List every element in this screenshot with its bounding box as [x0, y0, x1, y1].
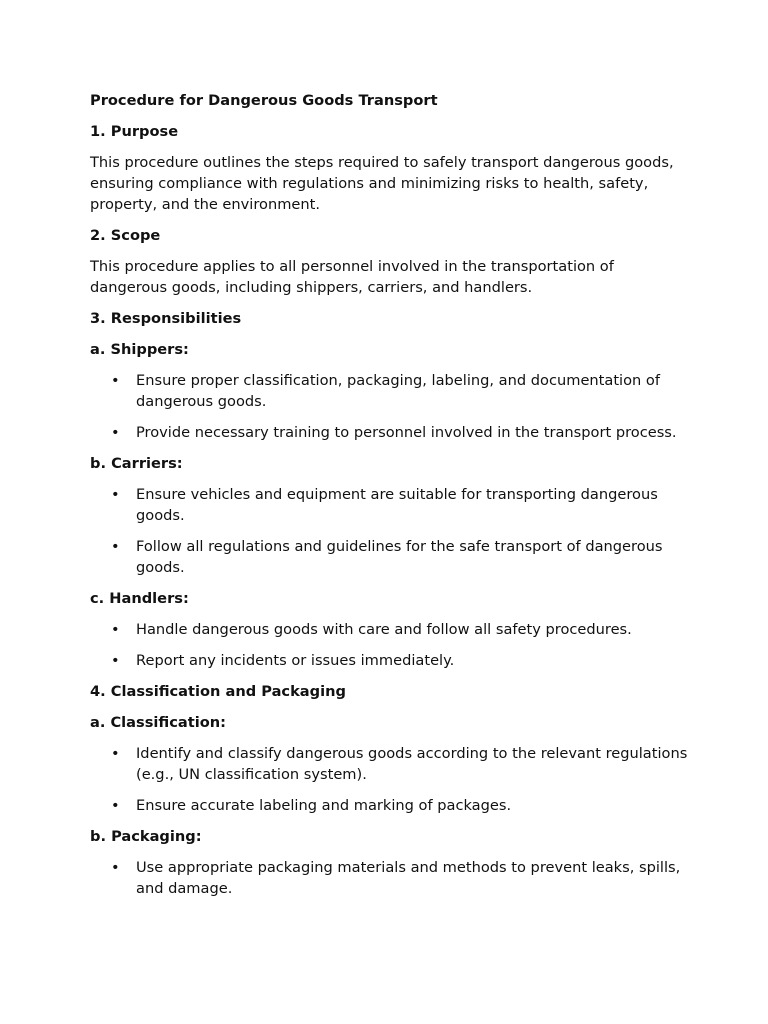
list-item: [111, 536, 690, 578]
document-page: [90, 90, 690, 909]
subsection-heading-shippers: a. Shippers:: [90, 341, 189, 358]
bullet-icon: •: [111, 797, 120, 814]
list-item-text: Ensure proper classification, packaging, labeling, and documentation of dangerous goods.: [136, 372, 660, 410]
bullet-icon: •: [111, 652, 120, 669]
list-packaging: [90, 857, 690, 899]
section-text-purpose: This procedure outlines the steps required to safely transport dangerous goods, ensuring compliance with regulations and minimizing risks to health, safety, property, and the environment.: [90, 154, 674, 213]
bullet-icon: •: [111, 538, 120, 555]
bullet-icon: •: [111, 859, 120, 876]
subsection-heading-classification: a. Classification:: [90, 714, 226, 731]
list-shippers: [90, 370, 690, 443]
list-item: [111, 857, 690, 899]
list-item-text: Provide necessary training to personnel involved in the transport process.: [136, 424, 677, 441]
bullet-icon: •: [111, 486, 120, 503]
section-text-scope: This procedure applies to all personnel involved in the transportation of dangerous goods, including shippers, carriers, and handlers.: [90, 258, 614, 296]
list-item-text: Handle dangerous goods with care and follow all safety procedures.: [136, 621, 632, 638]
list-item-text: Report any incidents or issues immediately.: [136, 652, 455, 669]
section-heading-classification-packaging: 4. Classification and Packaging: [90, 683, 346, 700]
list-handlers: [90, 619, 690, 671]
bullet-icon: •: [111, 621, 120, 638]
list-item: [111, 795, 690, 816]
document-title: Procedure for Dangerous Goods Transport: [90, 92, 438, 109]
list-item: [111, 743, 690, 785]
list-item: [111, 484, 690, 526]
list-classification: [90, 743, 690, 816]
list-item-text: Use appropriate packaging materials and methods to prevent leaks, spills, and damage.: [136, 859, 681, 897]
list-item: [111, 422, 690, 443]
list-item-text: Ensure vehicles and equipment are suitable for transporting dangerous goods.: [136, 486, 658, 524]
list-item: [111, 619, 690, 640]
bullet-icon: •: [111, 372, 120, 389]
list-item: [111, 650, 690, 671]
list-item: [111, 370, 690, 412]
bullet-icon: •: [111, 745, 120, 762]
section-heading-scope: 2. Scope: [90, 227, 161, 244]
subsection-heading-carriers: b. Carriers:: [90, 455, 183, 472]
bullet-icon: •: [111, 424, 120, 441]
section-heading-purpose: 1. Purpose: [90, 123, 179, 140]
subsection-heading-handlers: c. Handlers:: [90, 590, 189, 607]
list-carriers: [90, 484, 690, 578]
list-item-text: Identify and classify dangerous goods according to the relevant regulations (e.g., UN classification system).: [136, 745, 688, 783]
list-item-text: Follow all regulations and guidelines for the safe transport of dangerous goods.: [136, 538, 663, 576]
list-item-text: Ensure accurate labeling and marking of packages.: [136, 797, 512, 814]
section-heading-responsibilities: 3. Responsibilities: [90, 310, 242, 327]
subsection-heading-packaging: b. Packaging:: [90, 828, 202, 845]
